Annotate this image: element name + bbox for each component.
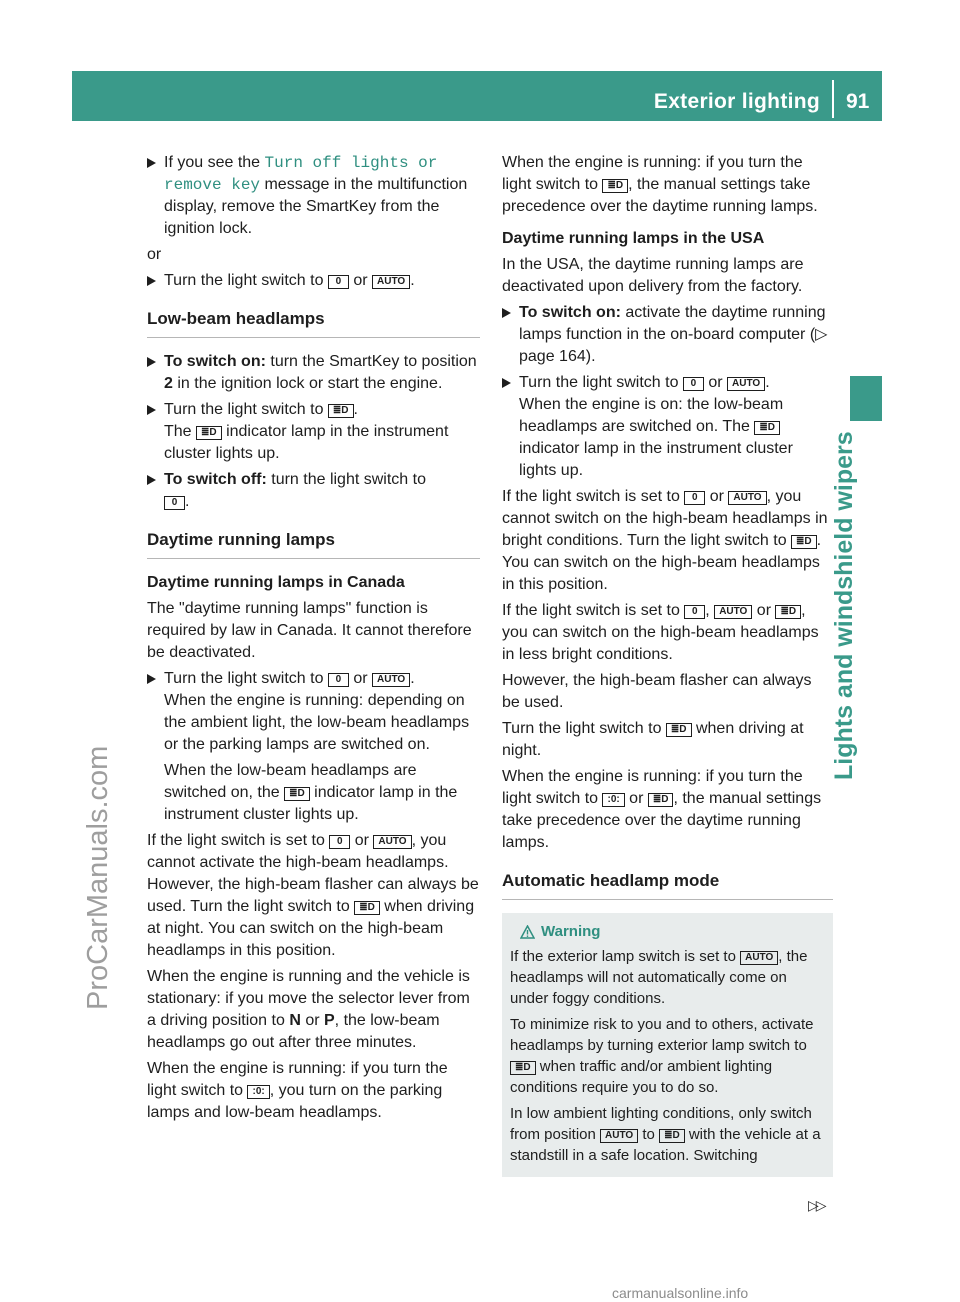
switch-auto-icon: AUTO bbox=[373, 835, 411, 849]
step-arrow-icon bbox=[147, 357, 156, 367]
switch-auto-icon: AUTO bbox=[600, 1129, 638, 1143]
step-arrow-icon bbox=[147, 674, 156, 684]
switch-zero-icon: 0 bbox=[328, 275, 349, 289]
page-number: 91 bbox=[846, 90, 870, 113]
low-beam-icon: ≣D bbox=[196, 426, 222, 440]
or-text: or bbox=[147, 246, 162, 263]
subsection-title: Daytime running lamps in the USA bbox=[502, 230, 765, 247]
warning-text: If the exterior lamp switch is set to AUTO , the headlamps will not automatically come on under foggy conditions. bbox=[510, 948, 808, 1007]
switch-auto-icon: AUTO bbox=[372, 275, 410, 289]
low-beam-icon: ≣D bbox=[354, 901, 380, 915]
paragraph: However, the high-beam flasher can always be used. bbox=[502, 672, 812, 711]
step-arrow-icon bbox=[147, 276, 156, 286]
low-beam-icon: ≣D bbox=[666, 723, 692, 737]
switch-auto-icon: AUTO bbox=[727, 377, 765, 391]
step-item: To switch on: activate the daytime running lamps function in the on-board computer (▷ page 164). bbox=[502, 302, 833, 368]
switch-zero-icon: 0 bbox=[683, 377, 704, 391]
subsection-title: Daytime running lamps in Canada bbox=[147, 574, 405, 591]
switch-auto-icon: AUTO bbox=[372, 673, 410, 687]
switch-zero-icon: 0 bbox=[684, 605, 705, 619]
step-item: Turn the light switch to ≣D . The ≣D indicator lamp in the instrument cluster lights up. bbox=[147, 399, 480, 465]
step-item: To switch off: turn the light switch to 0 . bbox=[147, 469, 480, 513]
paragraph: Turn the light switch to ≣D when driving at night. bbox=[502, 720, 804, 759]
warning-box bbox=[502, 913, 833, 1177]
step-arrow-icon bbox=[502, 308, 511, 318]
low-beam-icon: ≣D bbox=[648, 793, 674, 807]
switch-zero-icon: 0 bbox=[328, 673, 349, 687]
step-item: Turn the light switch to 0 or AUTO . When the engine is on: the low-beam headlamps are switched on. The ≣D indicator lamp in the instrument cluster lights up. bbox=[502, 372, 833, 482]
step-item: If you see the Turn off lights or remove key message in the multifunction display, remove the SmartKey from the ignition lock. bbox=[147, 152, 480, 240]
step-arrow-icon bbox=[147, 405, 156, 415]
paragraph: In the USA, the daytime running lamps are deactivated upon delivery from the factory. bbox=[502, 256, 804, 295]
paragraph: If the light switch is set to 0 or AUTO , you cannot activate the high-beam headlamps. However, the high-beam flasher can always be used. Turn the light switch to ≣D when driving at night. You can switch on the high-beam headlamps in this position. bbox=[147, 832, 479, 959]
header-separator bbox=[832, 80, 834, 118]
low-beam-icon: ≣D bbox=[791, 535, 817, 549]
left-column bbox=[147, 152, 480, 1128]
section-title: Daytime running lamps bbox=[147, 529, 480, 559]
low-beam-icon: ≣D bbox=[510, 1061, 536, 1075]
paragraph: When the engine is running: if you turn the light switch to :0: , you turn on the parking lamps and low-beam headlamps. bbox=[147, 1060, 448, 1121]
warning-text: In low ambient lighting conditions, only switch from position AUTO to ≣D with the vehicle at a standstill in a safe location. Switching bbox=[510, 1105, 821, 1164]
low-beam-icon: ≣D bbox=[754, 421, 780, 435]
paragraph: If the light switch is set to 0 , AUTO or ≣D , you can switch on the high-beam headlamps in less bright conditions. bbox=[502, 602, 819, 663]
display-message: Turn off lights or remove key bbox=[164, 154, 438, 194]
warning-header: Warning bbox=[510, 921, 825, 942]
paragraph: The "daytime running lamps" function is required by law in Canada. It cannot therefore be deactivated. bbox=[147, 600, 472, 661]
switch-auto-icon: AUTO bbox=[714, 605, 752, 619]
paragraph: When the engine is running: if you turn the light switch to ≣D , the manual settings take precedence over the daytime running lamps. bbox=[502, 154, 818, 215]
section-title: Low-beam headlamps bbox=[147, 308, 480, 338]
warning-text: To minimize risk to you and to others, activate headlamps by turning exterior lamp switch to ≣D when traffic and/or ambient lighting conditions require you to do so. bbox=[510, 1016, 814, 1096]
switch-zero-icon: 0 bbox=[684, 491, 705, 505]
parking-lamp-icon: :0: bbox=[247, 1085, 269, 1099]
switch-auto-icon: AUTO bbox=[740, 951, 778, 965]
side-tab bbox=[850, 376, 882, 421]
watermark-bottom: carmanualsonline.info bbox=[612, 1285, 749, 1301]
low-beam-icon: ≣D bbox=[659, 1129, 685, 1143]
right-column bbox=[502, 152, 833, 1177]
step-arrow-icon bbox=[502, 378, 511, 388]
paragraph: If the light switch is set to 0 or AUTO , you cannot switch on the high-beam headlamps in bright conditions. Turn the light switch to ≣D . You can switch on the high-beam headlamps in this position. bbox=[502, 488, 828, 593]
paragraph: When the engine is running: if you turn the light switch to :0: or ≣D , the manual settings take precedence over the daytime running lamps. bbox=[502, 768, 822, 851]
step-item: To switch on: turn the SmartKey to position 2 in the ignition lock or start the engine. bbox=[147, 351, 480, 395]
step-arrow-icon bbox=[147, 158, 156, 168]
low-beam-icon: ≣D bbox=[328, 404, 354, 418]
step-item: Turn the light switch to 0 or AUTO . When the engine is running: depending on the ambient light, the low-beam headlamps or the parking lamps are switched on. When the low-beam headlamps are switched on, the ≣D indicator lamp in the instrument cluster lights up. bbox=[147, 668, 480, 826]
section-title: Automatic headlamp mode bbox=[502, 870, 833, 900]
switch-auto-icon: AUTO bbox=[728, 491, 766, 505]
low-beam-icon: ≣D bbox=[775, 605, 801, 619]
switch-zero-icon: 0 bbox=[164, 496, 185, 510]
watermark-left: ProCarManuals.com bbox=[82, 745, 114, 1010]
page-title: Exterior lighting bbox=[653, 90, 820, 113]
step-arrow-icon bbox=[147, 475, 156, 485]
warning-triangle-icon bbox=[520, 925, 535, 939]
continue-arrows-icon: ▷▷ bbox=[808, 1197, 824, 1213]
step-item: Turn the light switch to 0 or AUTO . bbox=[147, 270, 480, 292]
switch-zero-icon: 0 bbox=[329, 835, 350, 849]
low-beam-icon: ≣D bbox=[284, 787, 310, 801]
chapter-title: Lights and windshield wipers bbox=[830, 431, 858, 780]
low-beam-icon: ≣D bbox=[602, 179, 628, 193]
paragraph: When the engine is running and the vehicle is stationary: if you move the selector lever from a driving position to N or P, the low-beam headlamps go out after three minutes. bbox=[147, 968, 470, 1051]
parking-lamp-icon: :0: bbox=[602, 793, 624, 807]
